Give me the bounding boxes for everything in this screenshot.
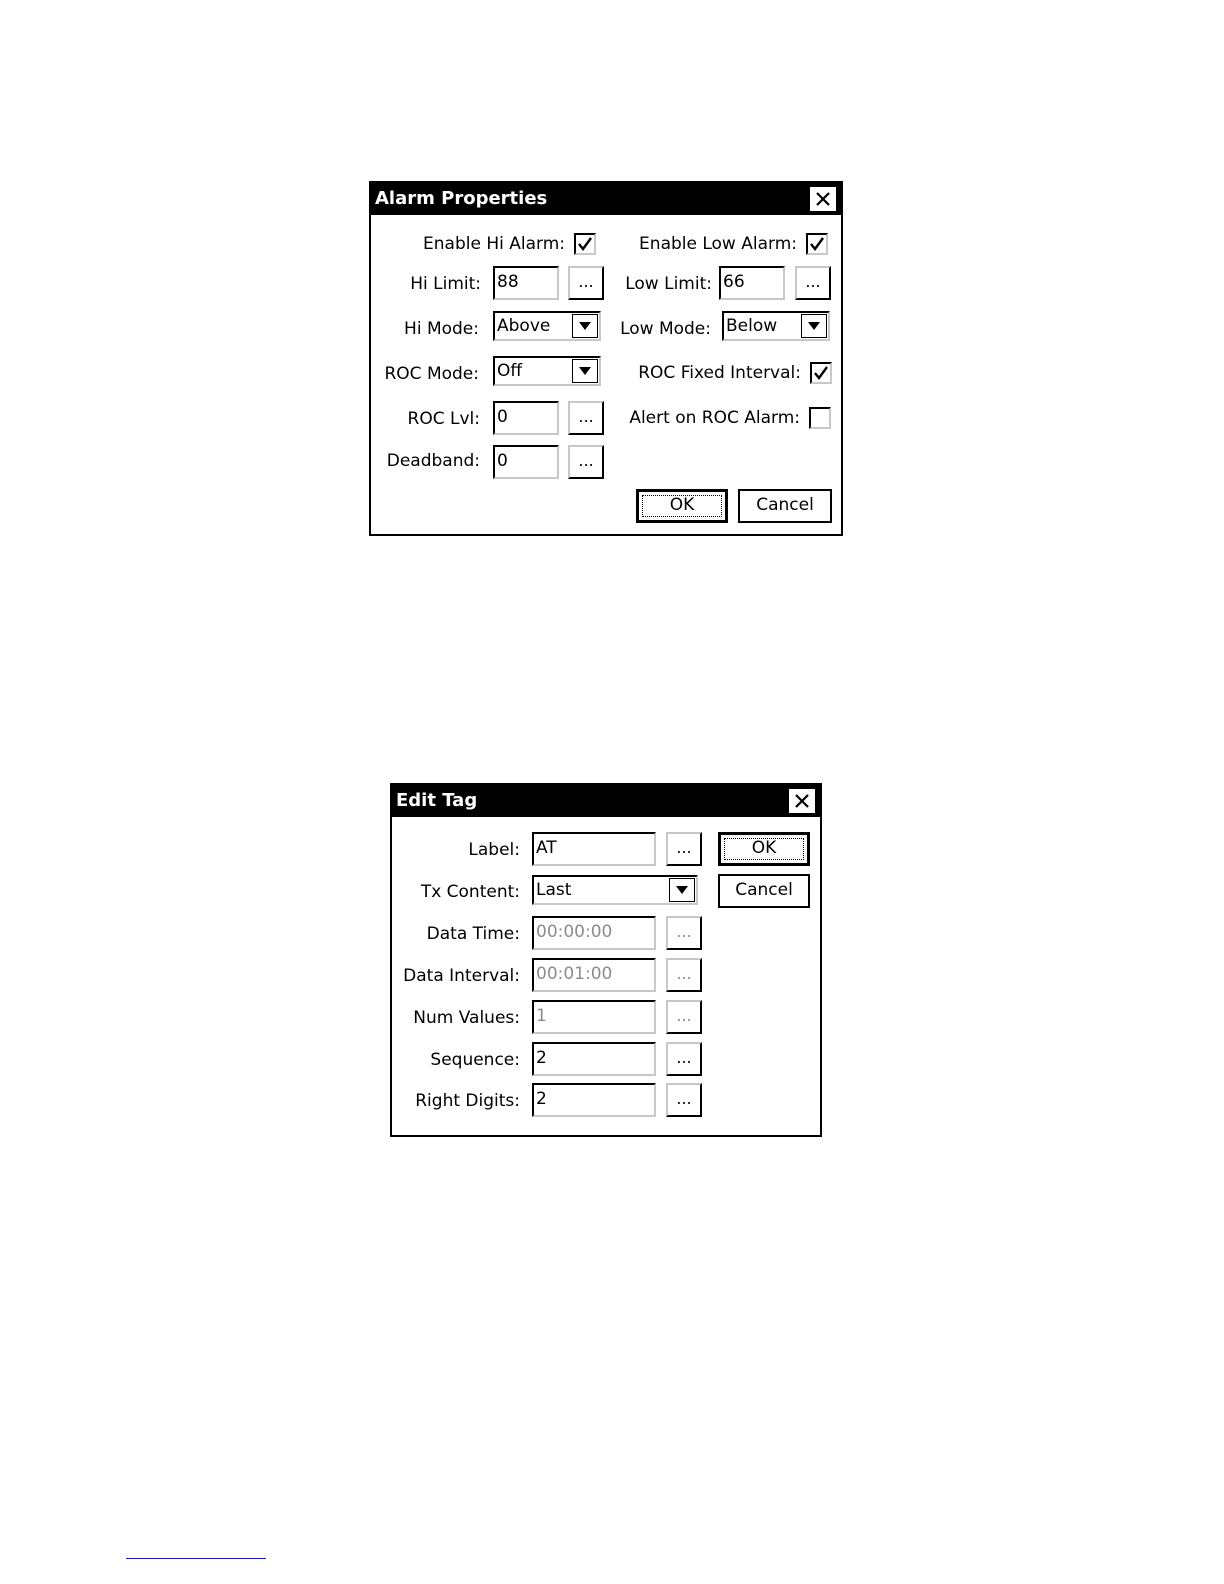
label-field-label: Label: xyxy=(468,840,520,860)
dialog-title: Edit Tag xyxy=(396,790,478,811)
deadband-browse-button[interactable]: ... xyxy=(568,445,604,479)
cancel-button[interactable] xyxy=(718,874,810,908)
tx-content-label: Tx Content: xyxy=(420,882,520,902)
hi-limit-label: Hi Limit: xyxy=(410,274,481,294)
tx-content-dropdown-button[interactable] xyxy=(669,878,695,902)
ok-button[interactable] xyxy=(718,832,810,866)
roc-lvl-label: ROC Lvl: xyxy=(407,409,480,429)
label-browse-button[interactable]: ... xyxy=(666,832,702,866)
data-time-browse-button: ... xyxy=(666,916,702,950)
roc-fixed-interval-label: ROC Fixed Interval: xyxy=(638,363,801,383)
roc-mode-value: Off xyxy=(497,361,523,381)
cancel-button-label: Cancel xyxy=(735,880,793,900)
tx-content-value: Last xyxy=(536,880,572,900)
low-mode-select[interactable] xyxy=(722,311,830,341)
dialog-title: Alarm Properties xyxy=(375,188,548,209)
low-mode-dropdown-button[interactable] xyxy=(801,314,827,338)
sequence-browse-button[interactable]: ... xyxy=(666,1042,702,1076)
alarm-properties-dialog xyxy=(369,181,843,536)
edit-tag-dialog xyxy=(390,783,822,1137)
ok-button-label: OK xyxy=(669,495,695,515)
deadband-input[interactable]: 0 xyxy=(493,445,559,479)
hi-limit-browse-button[interactable]: ... xyxy=(568,266,604,300)
deadband-label: Deadband: xyxy=(386,451,480,471)
alert-on-roc-alarm-label: Alert on ROC Alarm: xyxy=(629,408,800,428)
close-icon xyxy=(815,191,831,207)
sequence-label: Sequence: xyxy=(430,1050,520,1070)
num-values-label: Num Values: xyxy=(413,1008,520,1028)
close-icon xyxy=(794,793,810,809)
alert-on-roc-alarm-checkbox[interactable] xyxy=(809,407,831,429)
enable-hi-alarm-checkbox[interactable] xyxy=(574,233,596,255)
label-input[interactable]: AT xyxy=(532,832,656,866)
right-digits-input[interactable]: 2 xyxy=(532,1083,656,1117)
enable-low-alarm-label: Enable Low Alarm: xyxy=(639,234,797,254)
focus-rectangle xyxy=(642,495,722,517)
low-limit-input[interactable]: 66 xyxy=(719,266,785,300)
ok-button[interactable] xyxy=(636,489,728,523)
checkmark-icon xyxy=(813,365,829,381)
roc-mode-select[interactable] xyxy=(493,356,601,386)
footnote-separator-line xyxy=(126,1558,266,1559)
low-limit-label: Low Limit: xyxy=(625,274,712,294)
data-time-input: 00:00:00 xyxy=(532,916,656,950)
roc-lvl-input[interactable]: 0 xyxy=(493,401,559,435)
enable-low-alarm-checkbox[interactable] xyxy=(806,233,828,255)
roc-lvl-browse-button[interactable]: ... xyxy=(568,401,604,435)
close-button[interactable] xyxy=(809,186,837,212)
chevron-down-icon xyxy=(675,885,689,895)
data-interval-browse-button: ... xyxy=(666,958,702,992)
roc-mode-dropdown-button[interactable] xyxy=(572,359,598,383)
chevron-down-icon xyxy=(578,321,592,331)
hi-mode-label: Hi Mode: xyxy=(404,319,479,339)
chevron-down-icon xyxy=(578,366,592,376)
data-interval-label: Data Interval: xyxy=(403,966,520,986)
data-time-label: Data Time: xyxy=(426,924,520,944)
hi-mode-value: Above xyxy=(497,316,551,336)
sequence-input[interactable]: 2 xyxy=(532,1042,656,1076)
cancel-button-label: Cancel xyxy=(756,495,814,515)
roc-fixed-interval-checkbox[interactable] xyxy=(810,362,832,384)
low-limit-browse-button[interactable]: ... xyxy=(795,266,831,300)
dialog-title-bar xyxy=(392,785,820,817)
enable-hi-alarm-label: Enable Hi Alarm: xyxy=(423,234,565,254)
num-values-input: 1 xyxy=(532,1000,656,1034)
checkmark-icon xyxy=(577,236,593,252)
dialog-title-bar xyxy=(371,183,841,215)
right-digits-label: Right Digits: xyxy=(415,1091,520,1111)
hi-mode-dropdown-button[interactable] xyxy=(572,314,598,338)
data-interval-input: 00:01:00 xyxy=(532,958,656,992)
hi-mode-select[interactable] xyxy=(493,311,601,341)
low-mode-label: Low Mode: xyxy=(620,319,711,339)
chevron-down-icon xyxy=(807,321,821,331)
ok-button-label: OK xyxy=(751,838,777,858)
focus-rectangle xyxy=(724,838,804,860)
tx-content-select[interactable] xyxy=(532,875,698,905)
hi-limit-input[interactable]: 88 xyxy=(493,266,559,300)
right-digits-browse-button[interactable]: ... xyxy=(666,1083,702,1117)
num-values-browse-button: ... xyxy=(666,1000,702,1034)
cancel-button[interactable] xyxy=(738,489,832,523)
checkmark-icon xyxy=(809,236,825,252)
close-button[interactable] xyxy=(788,788,816,814)
roc-mode-label: ROC Mode: xyxy=(384,364,479,384)
low-mode-value: Below xyxy=(726,316,778,336)
